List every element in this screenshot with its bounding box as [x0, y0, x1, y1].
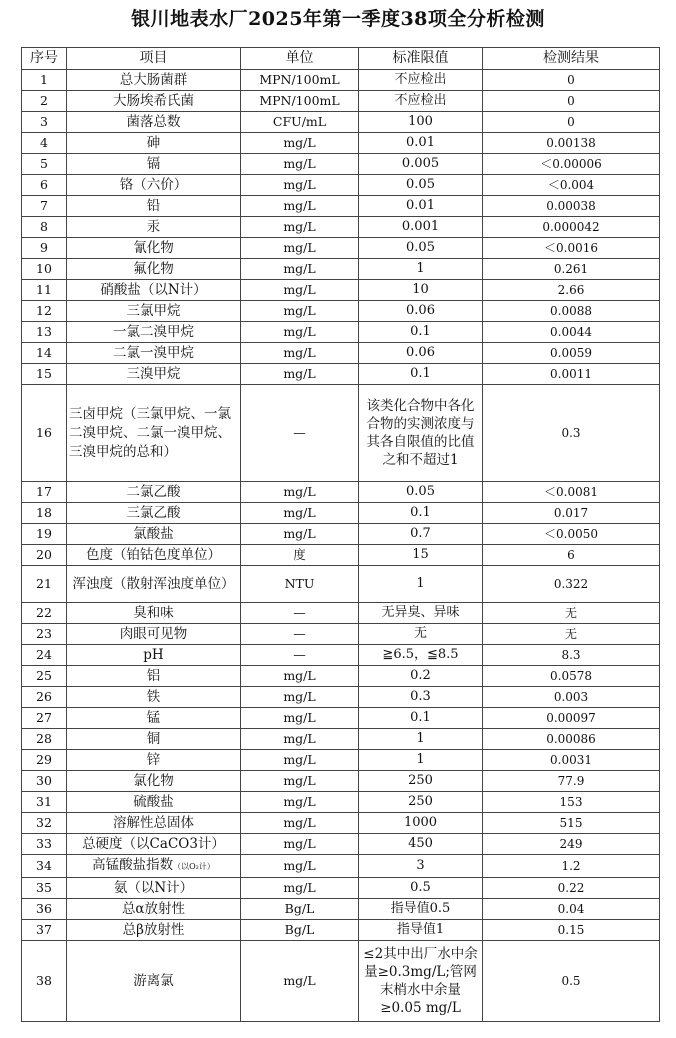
cell-unit: mg/L: [241, 878, 359, 899]
cell-limit: 1000: [359, 813, 483, 834]
cell-unit: mg/L: [241, 708, 359, 729]
cell-item: 硫酸盐: [67, 792, 241, 813]
table-row: [22, 750, 660, 771]
cell-limit: 450: [359, 834, 483, 855]
table-row: [22, 792, 660, 813]
cell-item: 铁: [67, 687, 241, 708]
cell-result: 0.00086: [483, 729, 660, 750]
cell-unit: NTU: [241, 566, 359, 603]
cell-item: 硝酸盐（以N计）: [67, 280, 241, 301]
cell-limit: 0.1: [359, 708, 483, 729]
cell-result: 1.2: [483, 855, 660, 878]
cell-item: 游离氯: [67, 941, 241, 1022]
cell-item: [67, 855, 241, 878]
cell-unit: mg/L: [241, 792, 359, 813]
cell-limit: 0.01: [359, 133, 483, 154]
cell-result: 0.00138: [483, 133, 660, 154]
cell-index: 13: [22, 322, 67, 343]
cell-item: 铅: [67, 196, 241, 217]
cell-index: 17: [22, 482, 67, 503]
cell-unit: CFU/mL: [241, 112, 359, 133]
cell-limit: 1: [359, 259, 483, 280]
cell-index: 31: [22, 792, 67, 813]
cell-item: 三氯乙酸: [67, 503, 241, 524]
cell-index: 36: [22, 899, 67, 920]
cell-index: 23: [22, 624, 67, 645]
cell-item: 总α放射性: [67, 899, 241, 920]
cell-index: 28: [22, 729, 67, 750]
cell-index: 25: [22, 666, 67, 687]
cell-item: 总β放射性: [67, 920, 241, 941]
cell-index: 22: [22, 603, 67, 624]
cell-index: 18: [22, 503, 67, 524]
cell-index: 21: [22, 566, 67, 603]
cell-index: 9: [22, 238, 67, 259]
cell-limit: 10: [359, 280, 483, 301]
cell-unit: —: [241, 603, 359, 624]
cell-item: 汞: [67, 217, 241, 238]
cell-limit: 无异臭、异味: [359, 603, 483, 624]
cell-limit: 250: [359, 771, 483, 792]
cell-unit: mg/L: [241, 729, 359, 750]
cell-limit: 0.5: [359, 878, 483, 899]
cell-result: 0.017: [483, 503, 660, 524]
cell-result: ＜0.004: [483, 175, 660, 196]
cell-result: 6: [483, 545, 660, 566]
item-label: 高锰酸盐指数: [92, 857, 174, 873]
cell-result: 0.0059: [483, 343, 660, 364]
cell-item: 总硬度（以CaCO3计）: [67, 834, 241, 855]
cell-index: 10: [22, 259, 67, 280]
cell-result: 0.22: [483, 878, 660, 899]
cell-result: 0.5: [483, 941, 660, 1022]
cell-limit: 0.01: [359, 196, 483, 217]
cell-index: 26: [22, 687, 67, 708]
cell-item: 铝: [67, 666, 241, 687]
cell-index: 4: [22, 133, 67, 154]
cell-unit: 度: [241, 545, 359, 566]
cell-limit: 3: [359, 855, 483, 878]
cell-unit: mg/L: [241, 771, 359, 792]
cell-unit: Bg/L: [241, 899, 359, 920]
cell-item: 三溴甲烷: [67, 364, 241, 385]
cell-index: 3: [22, 112, 67, 133]
table-row: [22, 941, 660, 1022]
cell-index: 1: [22, 70, 67, 91]
cell-limit: 1: [359, 750, 483, 771]
cell-index: 37: [22, 920, 67, 941]
cell-limit: 无: [359, 624, 483, 645]
table-row: [22, 364, 660, 385]
table-row: [22, 259, 660, 280]
cell-index: 14: [22, 343, 67, 364]
cell-unit: Bg/L: [241, 920, 359, 941]
table-row: [22, 322, 660, 343]
cell-unit: mg/L: [241, 666, 359, 687]
cell-item: 铜: [67, 729, 241, 750]
column-header-limit: 标准限值: [359, 48, 483, 70]
cell-unit: mg/L: [241, 154, 359, 175]
cell-limit: 250: [359, 792, 483, 813]
cell-result: ＜0.0081: [483, 482, 660, 503]
cell-result: 无: [483, 603, 660, 624]
table-row: [22, 878, 660, 899]
cell-result: 249: [483, 834, 660, 855]
table-header-row: [22, 48, 660, 70]
cell-limit: 不应检出: [359, 91, 483, 112]
cell-result: 0: [483, 91, 660, 112]
cell-unit: mg/L: [241, 941, 359, 1022]
cell-limit: 指导值1: [359, 920, 483, 941]
table-row: [22, 175, 660, 196]
cell-item: 铬（六价）: [67, 175, 241, 196]
cell-result: 0.0578: [483, 666, 660, 687]
cell-result: 8.3: [483, 645, 660, 666]
cell-limit: 0.3: [359, 687, 483, 708]
table-row: [22, 238, 660, 259]
cell-result: 0.0088: [483, 301, 660, 322]
table-row: [22, 920, 660, 941]
cell-index: 30: [22, 771, 67, 792]
table-row: [22, 899, 660, 920]
cell-item: 一氯二溴甲烷: [67, 322, 241, 343]
cell-result: ＜0.0050: [483, 524, 660, 545]
cell-limit: 100: [359, 112, 483, 133]
cell-result: 0.003: [483, 687, 660, 708]
cell-result: 0.0044: [483, 322, 660, 343]
cell-unit: mg/L: [241, 343, 359, 364]
cell-unit: mg/L: [241, 133, 359, 154]
table-row: [22, 771, 660, 792]
cell-result: 0.15: [483, 920, 660, 941]
cell-result: 0: [483, 112, 660, 133]
column-header-unit: 单位: [241, 48, 359, 70]
cell-unit: mg/L: [241, 322, 359, 343]
table-row: [22, 217, 660, 238]
table-row: [22, 503, 660, 524]
cell-unit: mg/L: [241, 482, 359, 503]
table-row: [22, 545, 660, 566]
cell-unit: mg/L: [241, 259, 359, 280]
table-row: [22, 624, 660, 645]
analysis-table: [21, 47, 660, 1022]
cell-item: 氟化物: [67, 259, 241, 280]
cell-limit: 0.06: [359, 343, 483, 364]
cell-result: 0.00038: [483, 196, 660, 217]
cell-index: 35: [22, 878, 67, 899]
cell-unit: mg/L: [241, 301, 359, 322]
cell-limit: 0.005: [359, 154, 483, 175]
cell-unit: MPN/100mL: [241, 91, 359, 112]
cell-limit: 该类化合物中各化合物的实测浓度与其各自限值的比值之和不超过1: [359, 385, 483, 482]
cell-item: 色度（铂钴色度单位）: [67, 545, 241, 566]
column-header-index: 序号: [22, 48, 67, 70]
table-row: [22, 343, 660, 364]
cell-limit: 15: [359, 545, 483, 566]
cell-index: 19: [22, 524, 67, 545]
cell-limit: 0.05: [359, 175, 483, 196]
cell-limit: 0.05: [359, 482, 483, 503]
cell-unit: mg/L: [241, 196, 359, 217]
cell-index: 12: [22, 301, 67, 322]
table-row: [22, 91, 660, 112]
cell-unit: mg/L: [241, 175, 359, 196]
table-row: [22, 645, 660, 666]
cell-index: 27: [22, 708, 67, 729]
cell-unit: mg/L: [241, 855, 359, 878]
cell-index: 6: [22, 175, 67, 196]
table-row: [22, 813, 660, 834]
table-row: [22, 482, 660, 503]
cell-unit: —: [241, 645, 359, 666]
cell-limit: 0.7: [359, 524, 483, 545]
cell-item: 大肠埃希氏菌: [67, 91, 241, 112]
table-row: [22, 154, 660, 175]
cell-item: 溶解性总固体: [67, 813, 241, 834]
cell-unit: —: [241, 624, 359, 645]
cell-index: 29: [22, 750, 67, 771]
cell-item: 三卤甲烷（三氯甲烷、一氯二溴甲烷、二氯一溴甲烷、三溴甲烷的总和）: [67, 385, 241, 482]
cell-result: ＜0.0016: [483, 238, 660, 259]
cell-limit: 0.05: [359, 238, 483, 259]
cell-item: 砷: [67, 133, 241, 154]
cell-result: 153: [483, 792, 660, 813]
table-row: [22, 834, 660, 855]
cell-limit: 0.1: [359, 322, 483, 343]
cell-index: 34: [22, 855, 67, 878]
cell-item: 锌: [67, 750, 241, 771]
cell-result: 0.322: [483, 566, 660, 603]
cell-index: 24: [22, 645, 67, 666]
cell-limit: ≧6.5，≦8.5: [359, 645, 483, 666]
cell-limit: 1: [359, 729, 483, 750]
item-note: （以O₂计）: [173, 862, 215, 871]
table-row: [22, 112, 660, 133]
cell-limit: 指导值0.5: [359, 899, 483, 920]
cell-limit: ≤2其中出厂水中余量≥0.3mg/L;管网末梢水中余量≥0.05 mg/L: [359, 941, 483, 1022]
cell-index: 7: [22, 196, 67, 217]
cell-limit: 0.1: [359, 364, 483, 385]
cell-item: 二氯一溴甲烷: [67, 343, 241, 364]
table-row: [22, 70, 660, 91]
cell-unit: mg/L: [241, 503, 359, 524]
cell-index: 16: [22, 385, 67, 482]
cell-result: 0.0031: [483, 750, 660, 771]
cell-item: pH: [67, 645, 241, 666]
cell-unit: mg/L: [241, 750, 359, 771]
cell-index: 15: [22, 364, 67, 385]
cell-result: 0.261: [483, 259, 660, 280]
table-row: [22, 385, 660, 482]
cell-index: 33: [22, 834, 67, 855]
table-row: [22, 603, 660, 624]
cell-limit: 1: [359, 566, 483, 603]
cell-item: 菌落总数: [67, 112, 241, 133]
cell-unit: MPN/100mL: [241, 70, 359, 91]
cell-limit: 0.001: [359, 217, 483, 238]
table-row: [22, 566, 660, 603]
table-row: [22, 708, 660, 729]
cell-item: 三氯甲烷: [67, 301, 241, 322]
cell-item: 氯化物: [67, 771, 241, 792]
cell-result: 515: [483, 813, 660, 834]
cell-limit: 不应检出: [359, 70, 483, 91]
cell-result: ＜0.00006: [483, 154, 660, 175]
cell-limit: 0.06: [359, 301, 483, 322]
cell-index: 20: [22, 545, 67, 566]
cell-result: 0: [483, 70, 660, 91]
page-title: 银川地表水厂2025年第一季度38项全分析检测: [131, 8, 545, 30]
cell-unit: mg/L: [241, 280, 359, 301]
cell-result: 77.9: [483, 771, 660, 792]
cell-index: 5: [22, 154, 67, 175]
cell-unit: mg/L: [241, 813, 359, 834]
table-row: [22, 666, 660, 687]
cell-result: 2.66: [483, 280, 660, 301]
cell-unit: mg/L: [241, 834, 359, 855]
column-header-item: 项目: [67, 48, 241, 70]
cell-result: 0.3: [483, 385, 660, 482]
table-row: [22, 687, 660, 708]
cell-unit: mg/L: [241, 524, 359, 545]
cell-item: 锰: [67, 708, 241, 729]
table-row: [22, 196, 660, 217]
cell-unit: mg/L: [241, 364, 359, 385]
cell-item: 浑浊度（散射浑浊度单位）: [67, 566, 241, 603]
cell-item: 氨（以N计）: [67, 878, 241, 899]
cell-limit: 0.2: [359, 666, 483, 687]
cell-unit: mg/L: [241, 217, 359, 238]
cell-item: 镉: [67, 154, 241, 175]
column-header-result: 检测结果: [483, 48, 660, 70]
cell-unit: mg/L: [241, 238, 359, 259]
cell-unit: —: [241, 385, 359, 482]
cell-item: 臭和味: [67, 603, 241, 624]
cell-result: 0.00097: [483, 708, 660, 729]
cell-unit: mg/L: [241, 687, 359, 708]
cell-item: 总大肠菌群: [67, 70, 241, 91]
cell-item: 二氯乙酸: [67, 482, 241, 503]
table-row: [22, 301, 660, 322]
cell-index: 32: [22, 813, 67, 834]
cell-index: 38: [22, 941, 67, 1022]
cell-result: 0.04: [483, 899, 660, 920]
table-body: [22, 70, 660, 1022]
table-row: [22, 133, 660, 154]
cell-index: 2: [22, 91, 67, 112]
cell-limit: 0.1: [359, 503, 483, 524]
cell-item: 氰化物: [67, 238, 241, 259]
table-row: [22, 524, 660, 545]
table-row: [22, 855, 660, 878]
cell-index: 11: [22, 280, 67, 301]
cell-result: 0.0011: [483, 364, 660, 385]
cell-index: 8: [22, 217, 67, 238]
table-row: [22, 729, 660, 750]
cell-item: 肉眼可见物: [67, 624, 241, 645]
cell-result: 0.000042: [483, 217, 660, 238]
cell-result: 无: [483, 624, 660, 645]
cell-item: 氯酸盐: [67, 524, 241, 545]
table-row: [22, 280, 660, 301]
